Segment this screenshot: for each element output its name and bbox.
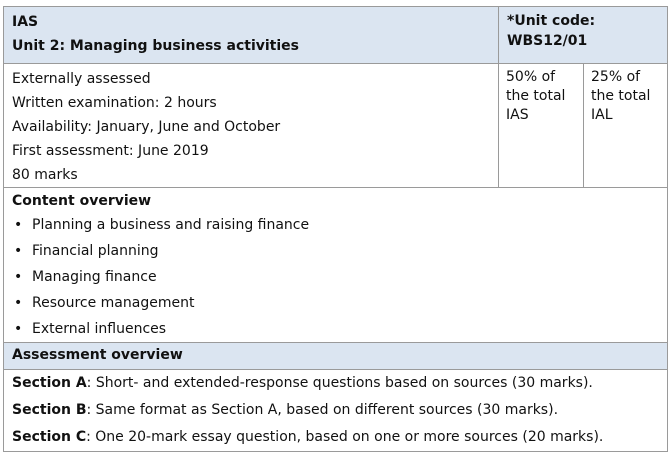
section-label: Section A bbox=[12, 375, 87, 391]
ias-weighting-cell bbox=[499, 64, 584, 188]
assessment-details-cell bbox=[4, 64, 499, 188]
list-item-text: Financial planning bbox=[32, 243, 159, 259]
unit-code: WBS12/01 bbox=[507, 33, 588, 49]
section-text: : Short- and extended-response questions based on sources (30 marks). bbox=[86, 375, 593, 391]
unit-code-label: *Unit code: bbox=[507, 13, 596, 29]
section-text: : One 20-mark essay question, based on one or more sources (20 marks). bbox=[86, 429, 604, 445]
bullet-icon: • bbox=[14, 217, 23, 233]
ial-weighting-line: IAL bbox=[591, 107, 613, 123]
list-item bbox=[12, 264, 667, 290]
list-item bbox=[12, 316, 667, 342]
section-a-line bbox=[12, 370, 667, 397]
qualification-label: IAS bbox=[12, 14, 39, 30]
section-c-line bbox=[12, 424, 667, 451]
ial-weighting-line: 25% of bbox=[591, 69, 641, 85]
assessment-overview-row bbox=[4, 370, 668, 452]
section-label: Section C bbox=[12, 429, 87, 445]
list-item-text: Managing finance bbox=[32, 269, 157, 285]
list-item bbox=[12, 212, 667, 238]
list-item bbox=[12, 290, 667, 316]
unit-specification-table bbox=[3, 6, 668, 452]
ial-weighting-line: the total bbox=[591, 88, 651, 104]
content-overview-row bbox=[4, 188, 668, 343]
detail-line: Availability: January, June and October bbox=[12, 119, 281, 135]
content-overview-cell bbox=[4, 188, 668, 343]
unit-title: Unit 2: Managing business activities bbox=[12, 38, 299, 54]
bullet-icon: • bbox=[14, 269, 23, 285]
list-item bbox=[12, 238, 667, 264]
ial-weighting-cell bbox=[584, 64, 668, 188]
ias-weighting-line: 50% of bbox=[506, 69, 556, 85]
details-row bbox=[4, 64, 668, 188]
section-text: : Same format as Section A, based on different sources (30 marks). bbox=[86, 402, 559, 418]
section-label: Section B bbox=[12, 402, 87, 418]
detail-line: Written examination: 2 hours bbox=[12, 95, 217, 111]
section-b-line bbox=[12, 397, 667, 424]
detail-line: First assessment: June 2019 bbox=[12, 143, 209, 159]
ias-weighting-line: the total bbox=[506, 88, 566, 104]
content-list bbox=[12, 212, 667, 342]
bullet-icon: • bbox=[14, 321, 23, 337]
list-item-text: Planning a business and raising finance bbox=[32, 217, 310, 233]
unit-title-cell bbox=[4, 7, 499, 64]
detail-line: 80 marks bbox=[12, 167, 78, 183]
assessment-sections-cell bbox=[4, 370, 668, 452]
unit-code-cell bbox=[499, 7, 668, 64]
list-item-text: External influences bbox=[32, 321, 167, 337]
header-row bbox=[4, 7, 668, 64]
ias-weighting-line: IAS bbox=[506, 107, 529, 123]
assessment-overview-header-row bbox=[4, 343, 668, 370]
list-item-text: Resource management bbox=[32, 295, 195, 311]
bullet-icon: • bbox=[14, 243, 23, 259]
bullet-icon: • bbox=[14, 295, 23, 311]
detail-line: Externally assessed bbox=[12, 71, 151, 87]
content-overview-title: Content overview bbox=[12, 193, 152, 209]
assessment-overview-title: Assessment overview bbox=[4, 343, 668, 370]
